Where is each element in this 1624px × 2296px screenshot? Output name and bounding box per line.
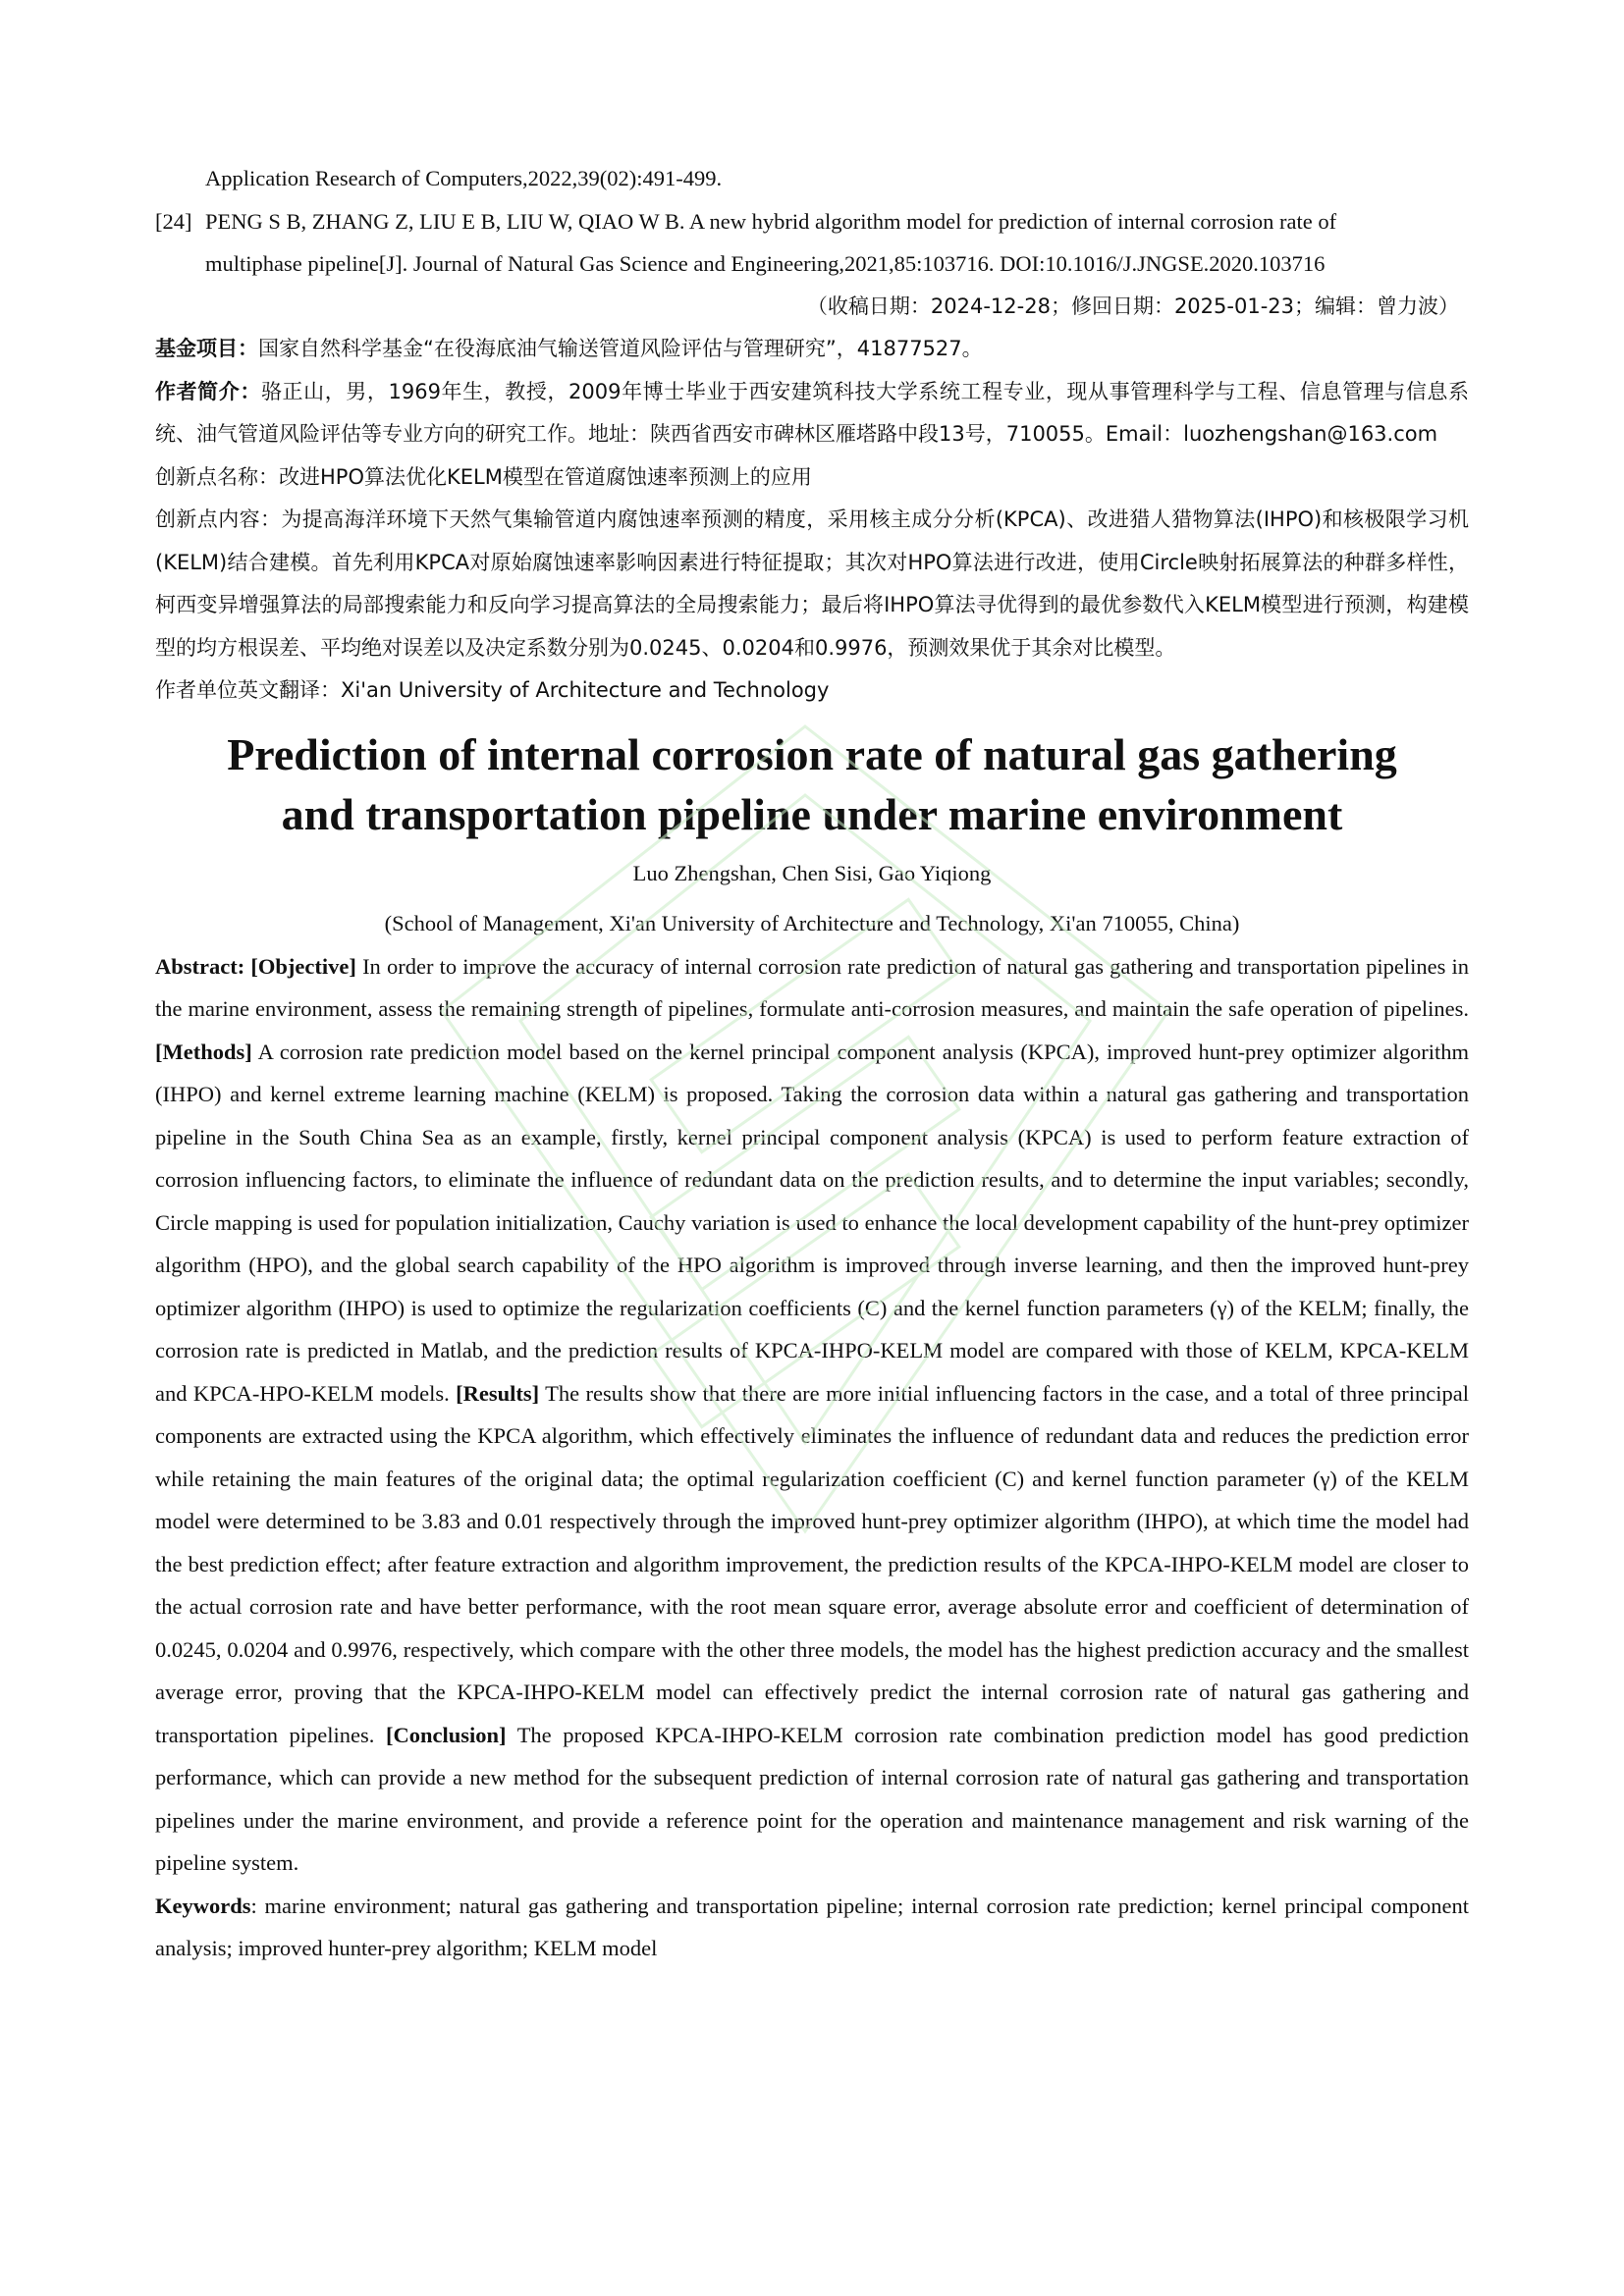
methods-text: A corrosion rate prediction model based on the kernel principal component analysis (KPCA), improved hunt-prey optimizer algorithm (IHPO) and kernel extreme learning machine (KELM) is proposed. Taking the corrosion data within a natural gas gathering and transportation pipeline in the South China Sea as an example, firstly, kernel principal component analysis (KPCA) is used to perform feature extraction of corrosion influencing factors, to eliminate the influence of redundant data on the prediction results, and to determine the input variables; secondly, Circle mapping is used for population initialization, Cauchy variation is used to enhance the local development capability of the hunt-prey optimizer algorithm (HPO), and the global search capability of the HPO algorithm is improved through inverse learning, and then the improved hunt-prey optimizer algorithm (IHPO) is used to optimize the regularization coefficients (C) and the kernel function parameters (γ) of the KELM; finally, the corrosion rate is predicted in Matlab, and the prediction results of KPCA-IHPO-KELM model are compared with those of KELM, KPCA-KELM and KPCA-HPO-KELM models. xyxy=(155,1039,1469,1406)
paper-title-line1: Prediction of internal corrosion rate of natural gas gathering xyxy=(227,728,1397,779)
funding-info xyxy=(155,328,1469,371)
reference-24-line1: PENG S B, ZHANG Z, LIU E B, LIU W, QIAO W B. A new hybrid algorithm model for prediction of internal corrosion rate of xyxy=(205,208,1337,234)
conclusion-text: The proposed KPCA-IHPO-KELM corrosion rate combination prediction model has good prediction performance, which can provide a new method for the subsequent prediction of internal corrosion rate of natural gas gathering and transportation pipelines under the marine environment, and provide a reference point for the operation and maintenance management and risk warning of the pipeline system. xyxy=(155,1722,1470,1875)
keywords-text: : marine environment; natural gas gathering and transportation pipeline; internal corrosion rate prediction; kernel principal component analysis; improved hunter-prey algorithm; KELM model xyxy=(155,1893,1469,1960)
innovation-name: 创新点名称：改进HPO算法优化KELM模型在管道腐蚀速率预测上的应用 xyxy=(155,464,812,489)
reference-24-line2: multiphase pipeline[J]. Journal of Natural Gas Science and Engineering,2021,85:103716. DOI:10.1016/J.JNGSE.2020.103716 xyxy=(205,251,1326,276)
paper-title xyxy=(155,724,1469,844)
author-bio-text: 骆正山，男，1969年生，教授，2009年博士毕业于西安建筑科技大学系统工程专业，现从事管理科学与工程、信息管理与信息系统、油气管道风险评估等专业方向的研究工作。地址：陕西省西安市碑林区雁塔路中段13号，710055。Email：luozhengshan@163.com xyxy=(155,379,1470,446)
author-bio-label: 作者简介： xyxy=(155,379,261,403)
abstract-label: Abstract: xyxy=(155,953,245,979)
objective-text: In order to improve the accuracy of internal corrosion rate prediction of natural gas gathering and transportation pipelines in the marine environment, assess the remaining strength of pipelines, formulate anti-corrosion measures, and maintain the safe operation of pipelines. xyxy=(155,953,1470,1021)
funding-text: 国家自然科学基金“在役海底油气输送管道风险评估与管理研究”，41877527。 xyxy=(258,337,983,360)
innovation-content: 创新点内容：为提高海洋环境下天然气集输管道内腐蚀速率预测的精度，采用核主成分分析(KPCA)、改进猎人猎物算法(IHPO)和核极限学习机(KELM)结合建模。首先利用KPCA对原始腐蚀速率影响因素进行特征提取；其次对HPO算法进行改进，使用Circle映射拓展算法的种群多样性，柯西变异增强算法的局部搜索能力和反向学习提高算法的全局搜索能力；最后将IHPO算法寻优得到的最优参数代入KELM模型进行预测，构建模型的均方根误差、平均绝对误差以及决定系数分别为0.0245、0.0204和0.9976，预测效果优于其余对比模型。 xyxy=(155,507,1469,660)
results-label: [Results] xyxy=(456,1380,540,1406)
objective-label: [Objective] xyxy=(250,953,356,979)
keywords-label: Keywords xyxy=(155,1893,251,1918)
conclusion-label: [Conclusion] xyxy=(385,1722,507,1747)
received-dates: （收稿日期：2024-12-28；修回日期：2025-01-23；编辑：曾力波） xyxy=(806,294,1459,318)
reference-24 xyxy=(155,200,1469,243)
paper-authors: Luo Zhengshan, Chen Sisi, Gao Yiqiong xyxy=(632,860,992,885)
reference-23-tail: Application Research of Computers,2022,39(02):491-499. xyxy=(205,166,723,190)
keywords xyxy=(155,1885,1469,1970)
methods-label: [Methods] xyxy=(155,1039,252,1064)
affiliation-translation: 作者单位英文翻译：Xi'an University of Architecture and Technology xyxy=(155,678,830,702)
funding-label: 基金项目： xyxy=(155,337,258,360)
author-bio xyxy=(155,371,1469,456)
abstract xyxy=(155,945,1469,1885)
results-text: The results show that there are more initial influencing factors in the case, and a total of three principal components are extracted using the KPCA algorithm, which effectively eliminates the influence of redundant data and reduces the prediction error while retaining the main features of the original data; the optimal regularization coefficient (C) and kernel function parameter (γ) of the KELM model were determined to be 3.83 and 0.01 respectively through the improved hunt-prey optimizer algorithm (IHPO), at which time the model had the best prediction effect; after feature extraction and algorithm improvement, the prediction results of the KPCA-IHPO-KELM model are closer to the actual corrosion rate and have better performance, with the root mean square error, average absolute error and coefficient of determination of 0.0245, 0.0204 and 0.9976, respectively, which compare with the other three models, the model has the highest prediction accuracy and the smallest average error, proving that the KPCA-IHPO-KELM model can effectively predict the internal corrosion rate of natural gas gathering and transportation pipelines. xyxy=(155,1380,1469,1747)
paper-title-line2: and transportation pipeline under marine environment xyxy=(281,788,1343,839)
paper-affiliation: (School of Management, Xi'an University of Architecture and Technology, Xi'an 710055, China) xyxy=(384,911,1240,935)
reference-24-label: [24] xyxy=(155,208,192,234)
